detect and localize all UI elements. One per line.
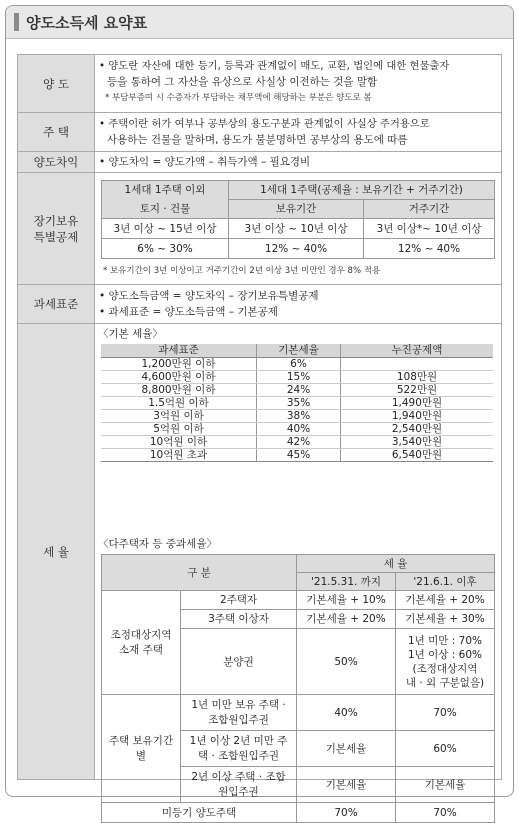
gongje-r2-c3: 12% ~ 40% xyxy=(364,239,495,259)
multi-g2r3-c2: 기본세율 xyxy=(297,767,396,803)
gongje-r1-c1: 3년 이상 ~ 15년 이상 xyxy=(102,219,229,239)
yangdo-line2: 등을 통하여 그 자산을 유상으로 사실상 이전하는 것을 말함 xyxy=(107,76,378,88)
label-yangdo: 양 도 xyxy=(18,55,95,112)
basic-r3-c2: 24% xyxy=(257,383,341,396)
pyojun-line2: • 과세표준 = 양도소득금액 – 기본공제 xyxy=(99,306,278,318)
basic-r6-c3: 2,540만원 xyxy=(341,422,494,435)
basic-rate-title: 〈기본 세율〉 xyxy=(98,328,163,340)
gongje-r1-c2: 3년 이상 ~ 10년 이상 xyxy=(229,219,364,239)
basic-r1-c2: 6% xyxy=(257,357,341,370)
multi-g2r2-c1: 1년 이상 2년 미만 주택 · 조합원입주권 xyxy=(181,731,297,767)
multi-g2r2-c2: 기본세율 xyxy=(297,731,396,767)
multi-unregistered-c2: 70% xyxy=(297,803,396,823)
multi-h-before: '21.5.31. 까지 xyxy=(297,573,396,591)
multi-bunyang-before: 50% xyxy=(297,629,396,695)
multi-bunyang-after xyxy=(396,629,495,695)
basic-r3-c1: 8,800만원 이하 xyxy=(101,383,257,396)
pyojun-line1: • 양도소득금액 = 양도차익 – 장기보유특별공제 xyxy=(99,290,319,302)
basic-r8-c2: 45% xyxy=(257,448,341,461)
basic-r8-c3: 6,540만원 xyxy=(341,448,494,461)
gongje-h-left2: 토지 · 건물 xyxy=(102,200,229,219)
content-yangdo xyxy=(95,55,501,112)
basic-r4-c1: 1.5억원 이하 xyxy=(101,396,257,409)
multi-g2r3-c3: 기본세율 xyxy=(396,767,495,803)
content-gongje xyxy=(95,173,501,284)
row-jutaek xyxy=(18,113,501,152)
basic-r6-c1: 5억원 이하 xyxy=(101,422,257,435)
bunyang-after-line1: 1년 미만 : 70% xyxy=(408,634,482,647)
basic-r3-c3: 522만원 xyxy=(341,383,494,396)
multi-unregistered-c1: 미등기 양도주택 xyxy=(102,803,297,823)
multi-g2r1-c3: 70% xyxy=(396,695,495,731)
basic-h-rate: 기본세율 xyxy=(257,344,341,357)
basic-r5-c2: 38% xyxy=(257,409,341,422)
label-jutaek: 주 택 xyxy=(18,113,95,151)
content-pyojun xyxy=(95,285,501,323)
multi-g1r1-c3: 기본세율 + 20% xyxy=(396,591,495,610)
label-seyul: 세 율 xyxy=(18,324,95,779)
gongje-label-line1: 장기보유 xyxy=(33,213,79,228)
jutaek-line2: 사용하는 건물을 말하며, 용도가 불분명하면 공부상의 용도에 따름 xyxy=(107,134,408,146)
bunyang-after-line4: 내 · 외 구분없음) xyxy=(405,676,485,689)
gongje-h-left1: 1세대 1주택 이외 xyxy=(102,181,229,200)
basic-r7-c1: 10억원 이하 xyxy=(101,435,257,448)
gongje-label-line2: 특별공제 xyxy=(33,229,79,244)
bunyang-after-line3: (조정대상지역 xyxy=(412,662,478,675)
label-chaik: 양도차익 xyxy=(18,152,95,172)
yangdo-note: * 부담부증여 시 수증자가 부담하는 채무액에 해당하는 부분은 양도로 봄 xyxy=(105,93,372,103)
gongje-h-boyu: 보유기간 xyxy=(229,200,364,219)
gongje-r2-c1: 6% ~ 30% xyxy=(102,239,229,259)
summary-table xyxy=(17,54,502,819)
yangdo-line1: • 양도란 자산에 대한 등기, 등록과 관계없이 매도, 교환, 법인에 대한 현물출자 xyxy=(99,60,450,72)
multi-rate-title: 〈다주택자 등 중과세율〉 xyxy=(98,538,217,550)
multi-unregistered-c3: 70% xyxy=(396,803,495,823)
gongje-r2-c2: 12% ~ 40% xyxy=(229,239,364,259)
basic-rate-table xyxy=(101,344,493,462)
title-bar xyxy=(6,6,513,39)
row-seyul xyxy=(18,324,501,819)
basic-r1-c3 xyxy=(341,357,494,370)
row-pyojun xyxy=(18,285,501,324)
multi-h-seyul: 세 율 xyxy=(297,555,495,573)
multi-g1r1-c1: 2주택자 xyxy=(181,591,297,610)
gongje-r1-c3: 3년 이상*~ 10년 이상 xyxy=(364,219,495,239)
title-accent xyxy=(14,13,19,31)
gongje-h-right: 1세대 1주택(공제율 : 보유기간 + 거주기간) xyxy=(229,181,495,200)
multi-g2r3-c1: 2년 이상 주택 · 조합원입주권 xyxy=(181,767,297,803)
basic-r2-c2: 15% xyxy=(257,370,341,383)
multi-rate-table xyxy=(101,554,495,823)
row-yangdo xyxy=(18,55,501,113)
content-seyul xyxy=(95,324,501,819)
basic-r2-c1: 4,600만원 이하 xyxy=(101,370,257,383)
gongje-table xyxy=(101,180,495,259)
multi-group2: 주택 보유기간별 xyxy=(102,695,181,803)
multi-g2r1-c1: 1년 미만 보유 주택 · 조합원입주권 xyxy=(181,695,297,731)
basic-r8-c1: 10억원 초과 xyxy=(101,448,257,461)
multi-bunyang: 분양권 xyxy=(181,629,297,695)
gongje-h-geoju: 거주기간 xyxy=(364,200,495,219)
jutaek-line1: • 주택이란 허가 여부나 공부상의 용도구분과 관계없이 사실상 주거용으로 xyxy=(99,118,430,130)
multi-g1r2-c2: 기본세율 + 20% xyxy=(297,610,396,629)
row-gongje xyxy=(18,173,501,285)
basic-r6-c2: 40% xyxy=(257,422,341,435)
basic-r7-c2: 42% xyxy=(257,435,341,448)
multi-group1: 조정대상지역 소재 주택 xyxy=(102,591,181,695)
label-pyojun: 과세표준 xyxy=(18,285,95,323)
content-jutaek xyxy=(95,113,501,151)
multi-g1r1-c2: 기본세율 + 10% xyxy=(297,591,396,610)
multi-g2r2-c3: 60% xyxy=(396,731,495,767)
row-chaik xyxy=(18,152,501,173)
multi-h-gubun: 구 분 xyxy=(102,555,297,591)
multi-g1r2-c3: 기본세율 + 30% xyxy=(396,610,495,629)
basic-r5-c1: 3억원 이하 xyxy=(101,409,257,422)
chaik-text: • 양도차익 = 양도가액 – 취득가액 – 필요경비 xyxy=(99,156,311,168)
basic-r2-c3: 108만원 xyxy=(341,370,494,383)
basic-r7-c3: 3,540만원 xyxy=(341,435,494,448)
bunyang-after-line2: 1년 이상 : 60% xyxy=(408,648,482,661)
basic-r1-c1: 1,200만원 이하 xyxy=(101,357,257,370)
multi-g1r2-c1: 3주택 이상자 xyxy=(181,610,297,629)
page-title: 양도소득세 요약표 xyxy=(26,14,148,32)
multi-h-after: '21.6.1. 이후 xyxy=(396,573,495,591)
basic-h-deduct: 누진공제액 xyxy=(341,344,494,357)
content-chaik xyxy=(95,152,501,172)
basic-h-pyojun: 과세표준 xyxy=(101,344,257,357)
multi-g2r1-c2: 40% xyxy=(297,695,396,731)
basic-r5-c3: 1,940만원 xyxy=(341,409,494,422)
gongje-note: * 보유기간이 3년 이상이고 거주기간이 2년 이상 3년 미만인 경우 8% 적용 xyxy=(103,266,381,276)
label-gongje xyxy=(18,173,95,284)
basic-r4-c2: 35% xyxy=(257,396,341,409)
basic-r4-c3: 1,490만원 xyxy=(341,396,494,409)
